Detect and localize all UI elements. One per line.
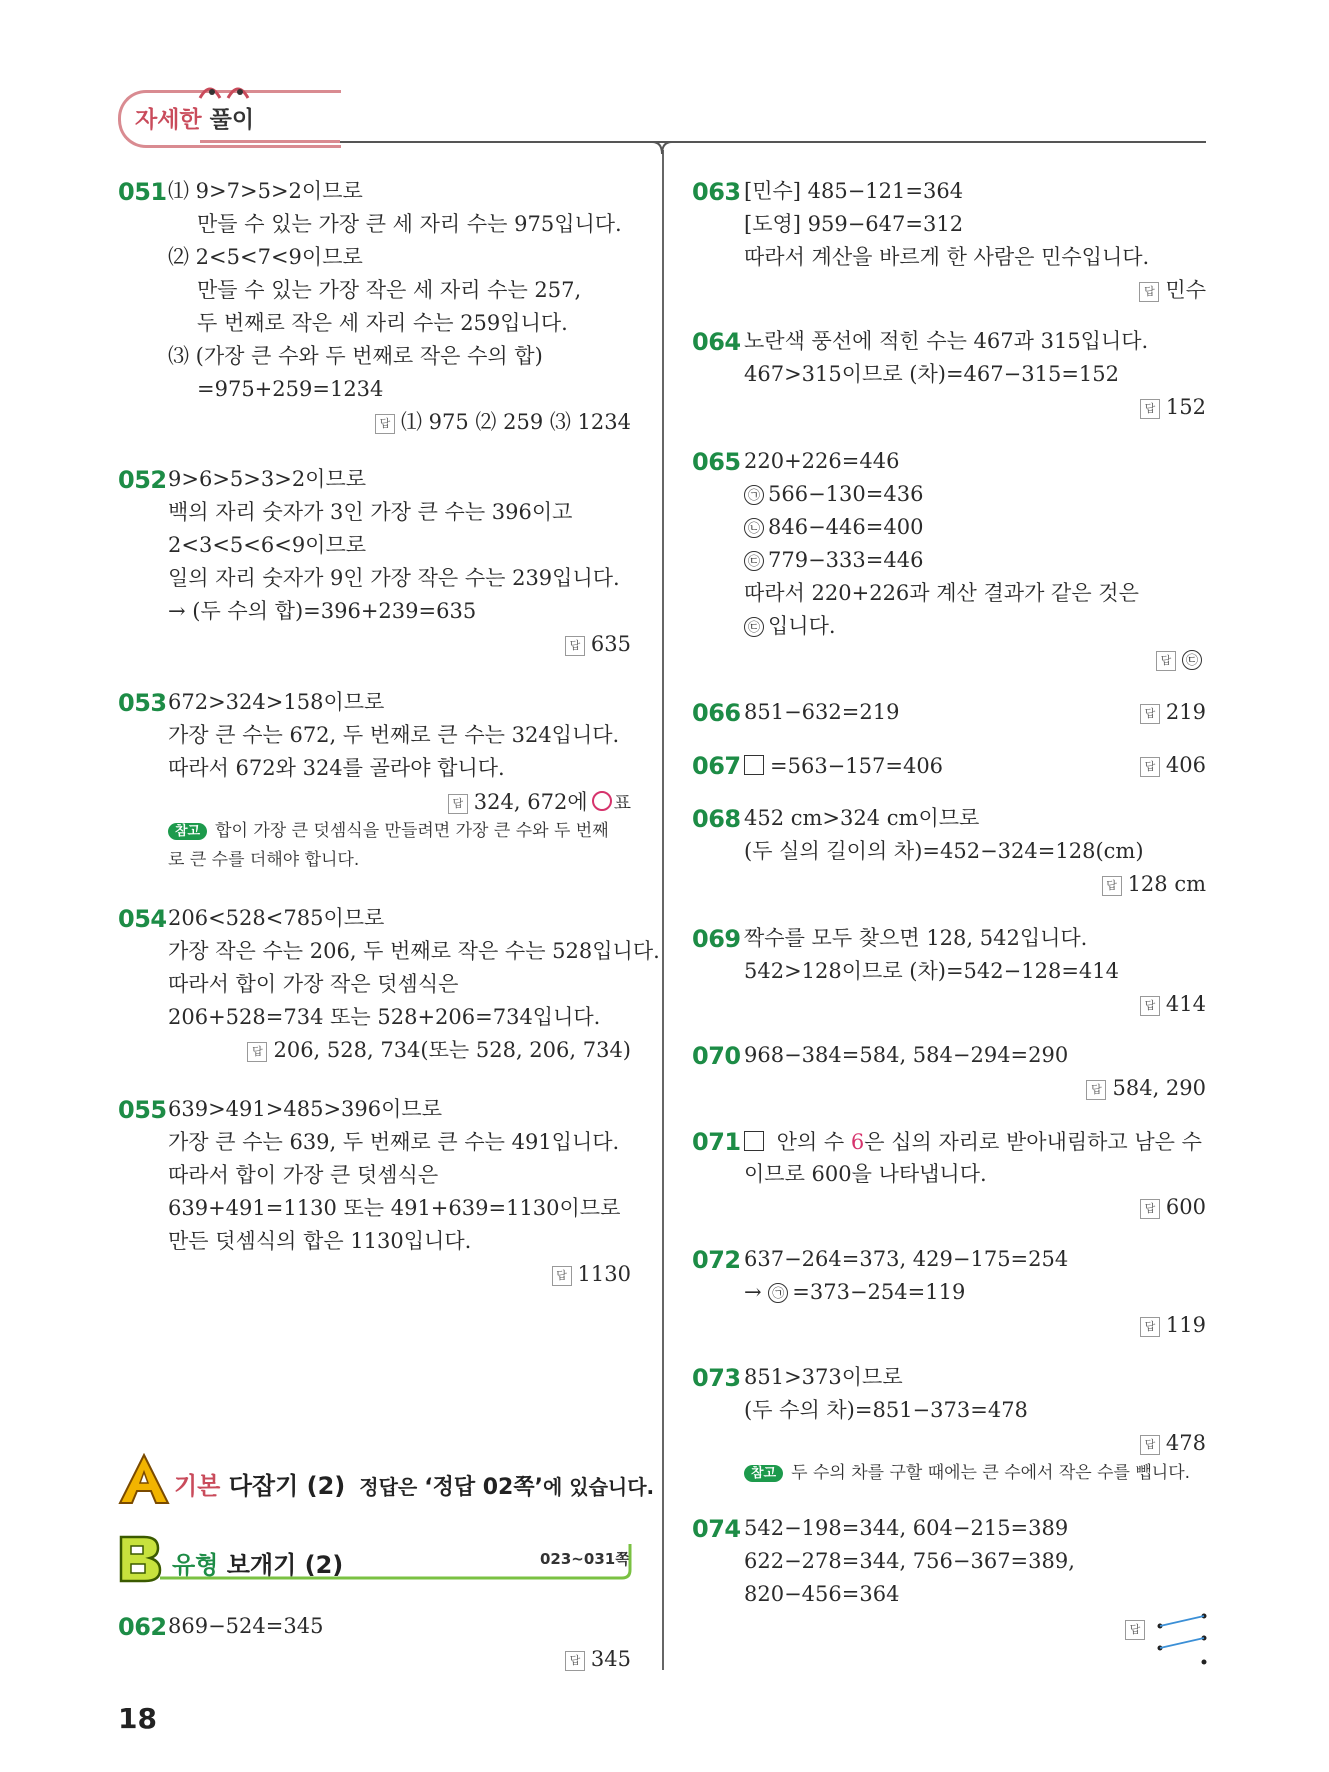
problem-number-055: 055 — [118, 1096, 167, 1124]
solution-line: 851>373이므로 — [744, 1365, 903, 1389]
answer-mark-icon: 답 — [1140, 399, 1160, 419]
answer-mark-icon: 답 — [1140, 1317, 1160, 1337]
note-053-line1: 참고 합이 가장 큰 덧셈식을 만들려면 가장 큰 수와 두 번째 — [168, 823, 609, 840]
circle-mark-icon — [592, 791, 612, 811]
answer-053: 답 324, 672에 표 — [448, 791, 631, 814]
circled-letter-icon: ㉠ — [744, 485, 764, 505]
solution-line: → (두 수의 합)=396+239=635 — [168, 599, 477, 623]
problem-number-052: 052 — [118, 466, 167, 494]
solution-line: 만들 수 있는 가장 큰 세 자리 수는 975입니다. — [197, 212, 622, 236]
solution-line: → ㉠ =373−254=119 — [744, 1280, 966, 1304]
answer-066: 답 219 — [1140, 702, 1206, 724]
answer-052: 답 635 — [565, 634, 631, 656]
answer-062: 답 345 — [565, 1649, 631, 1671]
problem-number-062: 062 — [118, 1613, 167, 1641]
solution-line: ⑵ 2<5<7<9이므로 — [168, 245, 363, 269]
answer-074 — [1125, 1618, 1151, 1640]
solution-line: 두 번째로 작은 세 자리 수는 259입니다. — [197, 311, 568, 335]
solution-line: ⑴ 9>7>5>2이므로 — [168, 179, 363, 203]
answer-063: 답 민수 — [1139, 280, 1206, 302]
solution-line: 가장 작은 수는 206, 두 번째로 작은 수는 528입니다. — [168, 939, 660, 963]
page-number: 18 — [118, 1702, 157, 1735]
blank-box-icon — [744, 755, 764, 775]
answer-mark-icon: 답 — [552, 1266, 572, 1286]
solution-line: 이므로 600을 나타냅니다. — [744, 1162, 987, 1186]
solution-line: 따라서 합이 가장 작은 덧셈식은 — [168, 972, 459, 996]
solution-line: 백의 자리 숫자가 3인 가장 큰 수는 396이고 — [168, 500, 573, 524]
answer-mark-icon: 답 — [1140, 1435, 1160, 1455]
section-b-title: 유형 보개기 (2) — [172, 1551, 344, 1579]
answer-055: 답 1130 — [552, 1264, 631, 1286]
problem-number-070: 070 — [692, 1042, 741, 1070]
answer-mark-icon: 답 — [448, 794, 468, 814]
answer-067: 답 406 — [1140, 755, 1206, 777]
solution-line: 따라서 계산을 바르게 한 사람은 민수입니다. — [744, 245, 1150, 269]
column-divider — [662, 150, 664, 1670]
header-rule — [338, 141, 1206, 143]
note-073: 참고 두 수의 차를 구할 때에는 큰 수에서 작은 수를 뺍니다. — [744, 1465, 1190, 1482]
answer-mark-icon: 답 — [1086, 1080, 1106, 1100]
problem-number-063: 063 — [692, 178, 741, 206]
answer-mark-icon: 답 — [565, 1651, 585, 1671]
problem-number-071: 071 — [692, 1128, 741, 1156]
circled-letter-icon: ㉠ — [768, 1283, 788, 1303]
solution-line: 968−384=584, 584−294=290 — [744, 1043, 1069, 1067]
note-badge: 참고 — [168, 823, 207, 840]
solution-line: 9>6>5>3>2이므로 — [168, 467, 367, 491]
header-accent-rule — [200, 140, 340, 143]
problem-number-073: 073 — [692, 1364, 741, 1392]
solution-line: 622−278=344, 756−367=389, — [744, 1549, 1075, 1573]
note-053-line2: 로 큰 수를 더해야 합니다. — [168, 850, 360, 870]
answer-070: 답 584, 290 — [1086, 1078, 1206, 1100]
solution-line: 짝수를 모두 찾으면 128, 542입니다. — [744, 926, 1088, 950]
answer-071: 답 600 — [1140, 1197, 1206, 1219]
divider-notch — [652, 140, 672, 154]
solution-line: ㉢ 입니다. — [744, 616, 836, 637]
solution-line: 851−632=219 — [744, 700, 900, 724]
solution-line: 452 cm>324 cm이므로 — [744, 806, 980, 830]
solution-line: ㉢ 779−333=446 — [744, 550, 923, 571]
solution-line: ⑶ (가장 큰 수와 두 번째로 작은 수의 합) — [168, 344, 543, 368]
section-b-underline — [160, 1540, 634, 1580]
answer-mark-icon: 답 — [1102, 876, 1122, 896]
answer-mark-icon: 답 — [1140, 704, 1160, 724]
answer-mark-icon: 답 — [1140, 1199, 1160, 1219]
solution-line: 206+528=734 또는 528+206=734입니다. — [168, 1005, 601, 1029]
problem-number-066: 066 — [692, 699, 741, 727]
answer-073: 답 478 — [1140, 1433, 1206, 1455]
problem-number-053: 053 — [118, 689, 167, 717]
solution-line: (두 수의 차)=851−373=478 — [744, 1398, 1028, 1422]
solution-line: 672>324>158이므로 — [168, 690, 385, 714]
solution-line: 일의 자리 숫자가 9인 가장 작은 수는 239입니다. — [168, 566, 620, 590]
problem-number-065: 065 — [692, 448, 741, 476]
eyes-decoration-icon — [198, 80, 258, 100]
solution-line: 따라서 672와 324를 골라야 합니다. — [168, 756, 505, 780]
answer-051: 답 ⑴ 975 ⑵ 259 ⑶ 1234 — [375, 412, 631, 434]
problem-number-067: 067 — [692, 752, 741, 780]
solution-line: (두 실의 길이의 차)=452−324=128(cm) — [744, 839, 1144, 863]
answer-mark-icon: 답 — [1140, 996, 1160, 1016]
solution-line: [민수] 485−121=364 — [744, 179, 964, 203]
answer-mark-icon: 답 — [1125, 1620, 1145, 1640]
solution-line: ㉠ 566−130=436 — [744, 484, 923, 505]
solution-line: 만들 수 있는 가장 작은 세 자리 수는 257, — [197, 278, 582, 302]
section-b-icon — [118, 1534, 162, 1584]
answer-069: 답 414 — [1140, 994, 1206, 1016]
header-title: 자세한 풀이 — [135, 107, 255, 133]
answer-054: 답 206, 528, 734(또는 528, 206, 734) — [247, 1040, 631, 1062]
solution-line: 206<528<785이므로 — [168, 906, 385, 930]
solution-line: [도영] 959−647=312 — [744, 212, 964, 236]
solution-line: =975+259=1234 — [197, 377, 384, 401]
solution-line: ㉡ 846−446=400 — [744, 517, 923, 538]
circled-letter-icon: ㉢ — [744, 551, 764, 571]
solution-line: 820−456=364 — [744, 1582, 900, 1606]
answer-mark-icon: 답 — [565, 636, 585, 656]
answer-mark-icon: 답 — [247, 1042, 267, 1062]
answer-072: 답 119 — [1140, 1315, 1206, 1337]
note-badge: 참고 — [744, 1465, 783, 1482]
answer-068: 답 128 cm — [1102, 874, 1206, 896]
solution-line: 639>491>485>396이므로 — [168, 1097, 442, 1121]
solution-line: 467>315이므로 (차)=467−315=152 — [744, 362, 1120, 386]
section-a-icon — [118, 1453, 170, 1505]
problem-number-072: 072 — [692, 1246, 741, 1274]
solution-line: 노란색 풍선에 적힌 수는 467과 315입니다. — [744, 329, 1149, 353]
blank-box-icon — [744, 1131, 764, 1151]
problem-number-054: 054 — [118, 905, 167, 933]
matching-lines-diagram — [1156, 1610, 1208, 1670]
answer-064: 답 152 — [1140, 397, 1206, 419]
solution-line: 639+491=1130 또는 491+639=1130이므로 — [168, 1196, 621, 1220]
solution-line: 따라서 220+226과 계산 결과가 같은 것은 — [744, 581, 1139, 605]
answer-mark-icon: 답 — [1139, 282, 1159, 302]
solution-line: 가장 큰 수는 672, 두 번째로 큰 수는 324입니다. — [168, 723, 620, 747]
solution-line: =563−157=406 — [744, 755, 943, 777]
answer-mark-icon: 답 — [375, 414, 395, 434]
solution-line: 220+226=446 — [744, 449, 900, 473]
answer-mark-icon: 답 — [1140, 757, 1160, 777]
solution-line: 따라서 합이 가장 큰 덧셈식은 — [168, 1163, 439, 1187]
problem-number-051: 051 — [118, 178, 167, 206]
solution-line: 637−264=373, 429−175=254 — [744, 1247, 1069, 1271]
solution-line: 만든 덧셈식의 합은 1130입니다. — [168, 1229, 472, 1253]
answer-065 — [1156, 649, 1206, 671]
solution-line: 542>128이므로 (차)=542−128=414 — [744, 959, 1120, 983]
circled-letter-icon: ㉢ — [744, 617, 764, 637]
problem-number-068: 068 — [692, 805, 741, 833]
answer-mark-icon: 답 — [1156, 651, 1176, 671]
problem-number-074: 074 — [692, 1515, 741, 1543]
circled-letter-icon: ㉡ — [744, 518, 764, 538]
solution-line: 2<3<5<6<9이므로 — [168, 533, 367, 557]
solution-line: 안의 수 6은 십의 자리로 받아내림하고 남은 수 — [744, 1131, 1202, 1153]
solution-line: 542−198=344, 604−215=389 — [744, 1516, 1069, 1540]
section-b-pages: 023~031쪽 — [540, 1550, 630, 1568]
problem-number-069: 069 — [692, 925, 741, 953]
solution-line: 가장 큰 수는 639, 두 번째로 큰 수는 491입니다. — [168, 1130, 620, 1154]
problem-number-064: 064 — [692, 328, 741, 356]
circled-letter-icon: ㉢ — [1182, 650, 1202, 670]
section-a-title: 기본 다잡기 (2) 정답은 ‘정답 02쪽’에 있습니다. — [174, 1472, 655, 1500]
solution-line: 869−524=345 — [168, 1614, 324, 1638]
